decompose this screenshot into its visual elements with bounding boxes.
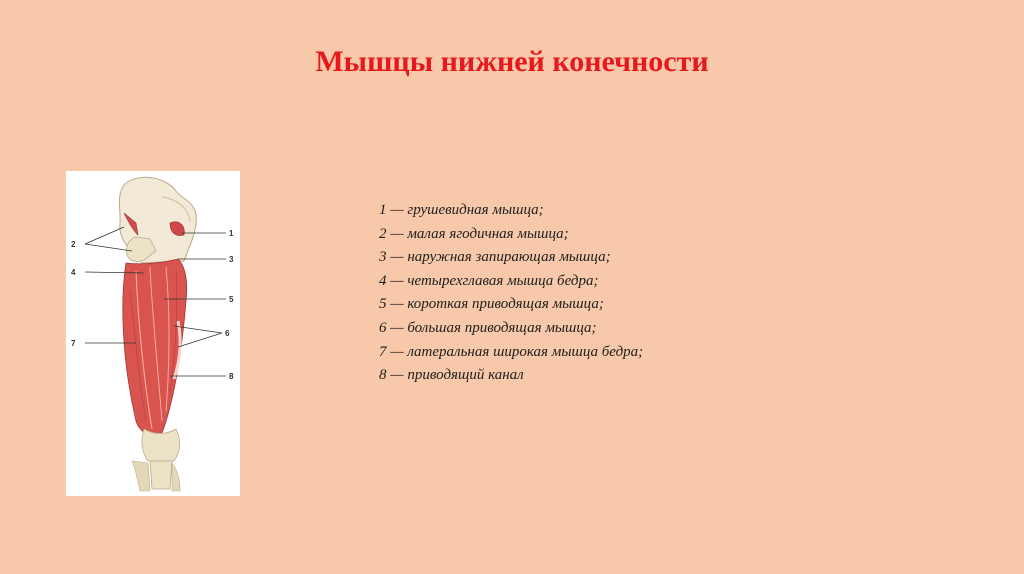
legend-item: 6 — большая приводящая мышца; bbox=[379, 319, 597, 336]
figure-label-6: 6 bbox=[225, 329, 230, 338]
legend-item: 4 — четырехглавая мышца бедра; bbox=[379, 272, 599, 289]
figure-label-2: 2 bbox=[71, 240, 76, 249]
figure-label-4: 4 bbox=[71, 268, 76, 277]
legend-list bbox=[379, 199, 799, 388]
knee-joint bbox=[142, 429, 180, 461]
legend-item: 2 — малая ягодичная мышца; bbox=[379, 225, 569, 242]
figure-label-8: 8 bbox=[229, 372, 234, 381]
anatomy-illustration bbox=[66, 171, 240, 496]
legend-item: 1 — грушевидная мышца; bbox=[379, 202, 544, 218]
figure-label-3: 3 bbox=[229, 255, 234, 264]
figure-label-7: 7 bbox=[71, 339, 76, 348]
tibia-bone bbox=[150, 461, 172, 489]
figure-label-1: 1 bbox=[229, 229, 234, 238]
thigh-muscles bbox=[123, 259, 187, 435]
legend-item: 3 — наружная запирающая мышца; bbox=[379, 249, 611, 266]
legend-item: 7 — латеральная широкая мышца бедра; bbox=[379, 343, 644, 360]
legend-item: 5 — короткая приводящая мышца; bbox=[379, 296, 604, 313]
slide-title: Мышцы нижней конечности bbox=[315, 45, 709, 78]
legend-item: 8 — приводящий канал bbox=[379, 367, 524, 384]
figure-label-5: 5 bbox=[229, 295, 234, 304]
